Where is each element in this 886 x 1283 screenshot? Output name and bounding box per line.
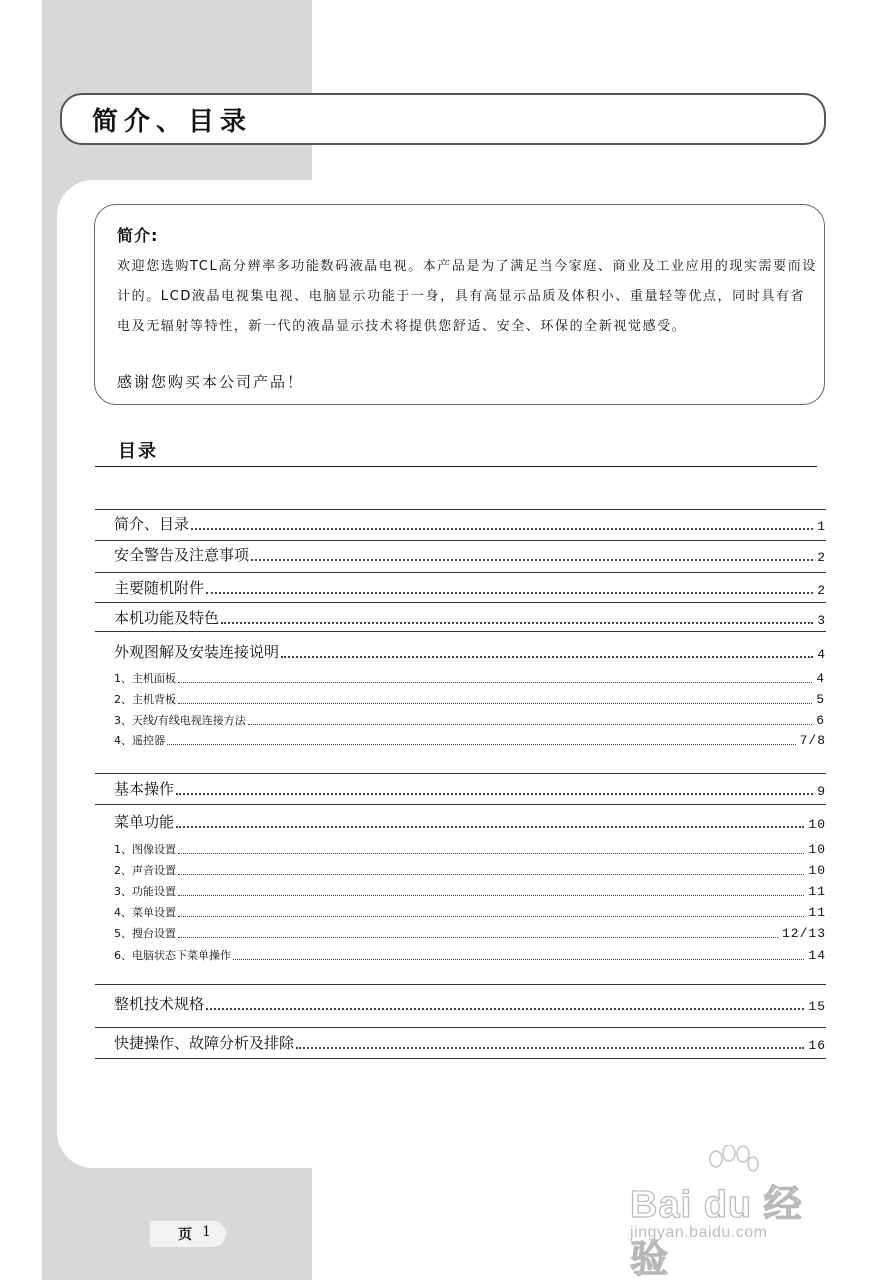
toc-heading: 目录	[118, 441, 158, 462]
intro-thanks: 感谢您购买本公司产品！	[117, 373, 305, 391]
dot-leader	[281, 656, 813, 658]
toc-subentry-label: 4、遥控器	[114, 734, 165, 747]
dot-leader	[178, 874, 804, 875]
toc-entry-page: 15	[808, 999, 826, 1014]
toc-divider	[95, 773, 826, 774]
toc-divider	[95, 984, 826, 985]
toc-divider	[95, 1058, 826, 1059]
toc-divider	[95, 572, 826, 573]
toc-subentry-page: 12/13	[781, 926, 826, 941]
toc-subentry-label: 1、图像设置	[114, 843, 176, 856]
page-number-badge	[150, 1221, 226, 1247]
toc-entry-page: 3	[817, 613, 826, 628]
dot-leader	[176, 826, 804, 828]
toc-divider	[95, 602, 826, 603]
toc-subentry[interactable]	[114, 839, 826, 857]
watermark-url: jingyan.baidu.com	[630, 1224, 768, 1241]
toc-entry-page: 9	[817, 784, 826, 799]
toc-subentry-page: 14	[808, 948, 826, 963]
dot-leader	[296, 1047, 804, 1049]
dot-leader	[191, 528, 813, 530]
toc-divider	[95, 804, 826, 805]
toc-subentry-page: 10	[808, 863, 826, 878]
toc-subentry[interactable]	[114, 923, 826, 941]
toc-entry[interactable]	[114, 514, 826, 534]
toc-subentry-label: 4、菜单设置	[114, 906, 176, 919]
toc-entry-label: 基本操作	[114, 780, 175, 798]
toc-entry-label: 外观图解及安装连接说明	[114, 643, 280, 661]
toc-divider	[95, 509, 826, 510]
dot-leader	[178, 916, 804, 917]
toc-entry[interactable]	[114, 545, 826, 565]
page-label: 页	[178, 1227, 192, 1243]
toc-entry-label: 快捷操作、故障分析及排除	[114, 1034, 295, 1052]
dot-leader	[178, 895, 804, 896]
dot-leader	[251, 559, 813, 561]
dot-leader	[221, 622, 813, 624]
toc-divider	[95, 1027, 826, 1028]
toc-entry-label: 主要随机附件	[114, 579, 205, 597]
toc-subentry-label: 1、主机面板	[114, 672, 176, 685]
toc-entry-page: 2	[817, 583, 826, 598]
toc-entry[interactable]	[114, 812, 826, 832]
toc-entry-page: 10	[808, 817, 826, 832]
toc-entry[interactable]	[114, 578, 826, 598]
toc-subentry-page: 6	[816, 713, 825, 728]
toc-entry[interactable]	[114, 1033, 826, 1053]
dot-leader	[178, 853, 804, 854]
toc-subentry[interactable]	[114, 689, 825, 707]
toc-subentry[interactable]	[114, 730, 826, 748]
toc-entry-label: 安全警告及注意事项	[114, 546, 250, 564]
toc-subentry-page: 4	[816, 671, 825, 686]
toc-subentry-label: 2、声音设置	[114, 864, 176, 877]
dot-leader	[233, 959, 804, 960]
toc-subentry[interactable]	[114, 945, 826, 963]
toc-subentry-page: 11	[808, 884, 826, 899]
dot-leader	[178, 937, 778, 938]
dot-leader	[248, 724, 812, 725]
toc-subentry[interactable]	[114, 860, 826, 878]
toc-subentry-label: 5、搜台设置	[114, 927, 176, 940]
dot-leader	[206, 1008, 804, 1010]
toc-entry[interactable]	[114, 994, 826, 1014]
page-title: 简介、目录	[92, 107, 253, 137]
dot-leader	[176, 793, 813, 795]
toc-entry[interactable]	[114, 608, 826, 628]
dot-leader	[178, 682, 812, 683]
toc-divider	[95, 631, 826, 632]
toc-subentry-label: 2、主机背板	[114, 693, 176, 706]
toc-subentry[interactable]	[114, 902, 826, 920]
toc-entry-label: 本机功能及特色	[114, 609, 220, 627]
toc-subentry-page: 11	[808, 905, 826, 920]
toc-subentry-page: 10	[808, 842, 826, 857]
dot-leader	[206, 592, 813, 594]
toc-entry-page: 16	[808, 1038, 826, 1053]
toc-entry-page: 1	[817, 519, 826, 534]
section-header	[60, 93, 826, 145]
toc-subentry[interactable]	[114, 881, 826, 899]
toc-subentry-label: 6、电脑状态下菜单操作	[114, 949, 231, 962]
toc-entry-page: 4	[817, 647, 826, 662]
toc-entry[interactable]	[114, 779, 826, 799]
toc-entry-label: 整机技术规格	[114, 995, 205, 1013]
toc-subentry[interactable]	[114, 710, 825, 728]
toc-entry-label: 简介、目录	[114, 515, 190, 533]
intro-heading: 简介:	[117, 226, 159, 245]
toc-entry-label: 菜单功能	[114, 813, 175, 831]
dot-leader	[167, 744, 796, 745]
toc-heading-rule	[95, 466, 817, 467]
toc-subentry-page: 5	[816, 692, 825, 707]
toc-subentry[interactable]	[114, 668, 825, 686]
intro-body: 欢迎您选购TCL高分辨率多功能数码液晶电视。本产品是为了满足当今家庭、商业及工业应用的现实需要而设计的。LCD液晶电视集电视、电脑显示功能于一身，具有高显示品质及体积小、重量轻等优点，同时具有省电及无辐射等特性，新一代的液晶显示技术将提供您舒适、安全、环保的全新视觉感受。	[117, 259, 817, 334]
dot-leader	[178, 703, 812, 704]
toc-subentry-label: 3、天线/有线电视连接方法	[114, 714, 246, 727]
toc-subentry-page: 7/8	[799, 733, 826, 748]
toc-entry[interactable]	[114, 642, 826, 662]
toc-divider	[95, 540, 826, 541]
toc-subentry-label: 3、功能设置	[114, 885, 176, 898]
page-number: 1	[202, 1224, 211, 1240]
intro-box	[94, 204, 825, 405]
watermark-logo: Bai du 经验	[630, 1184, 803, 1281]
toc-entry-page: 2	[817, 550, 826, 565]
baidu-jingyan-watermark	[630, 1145, 830, 1281]
